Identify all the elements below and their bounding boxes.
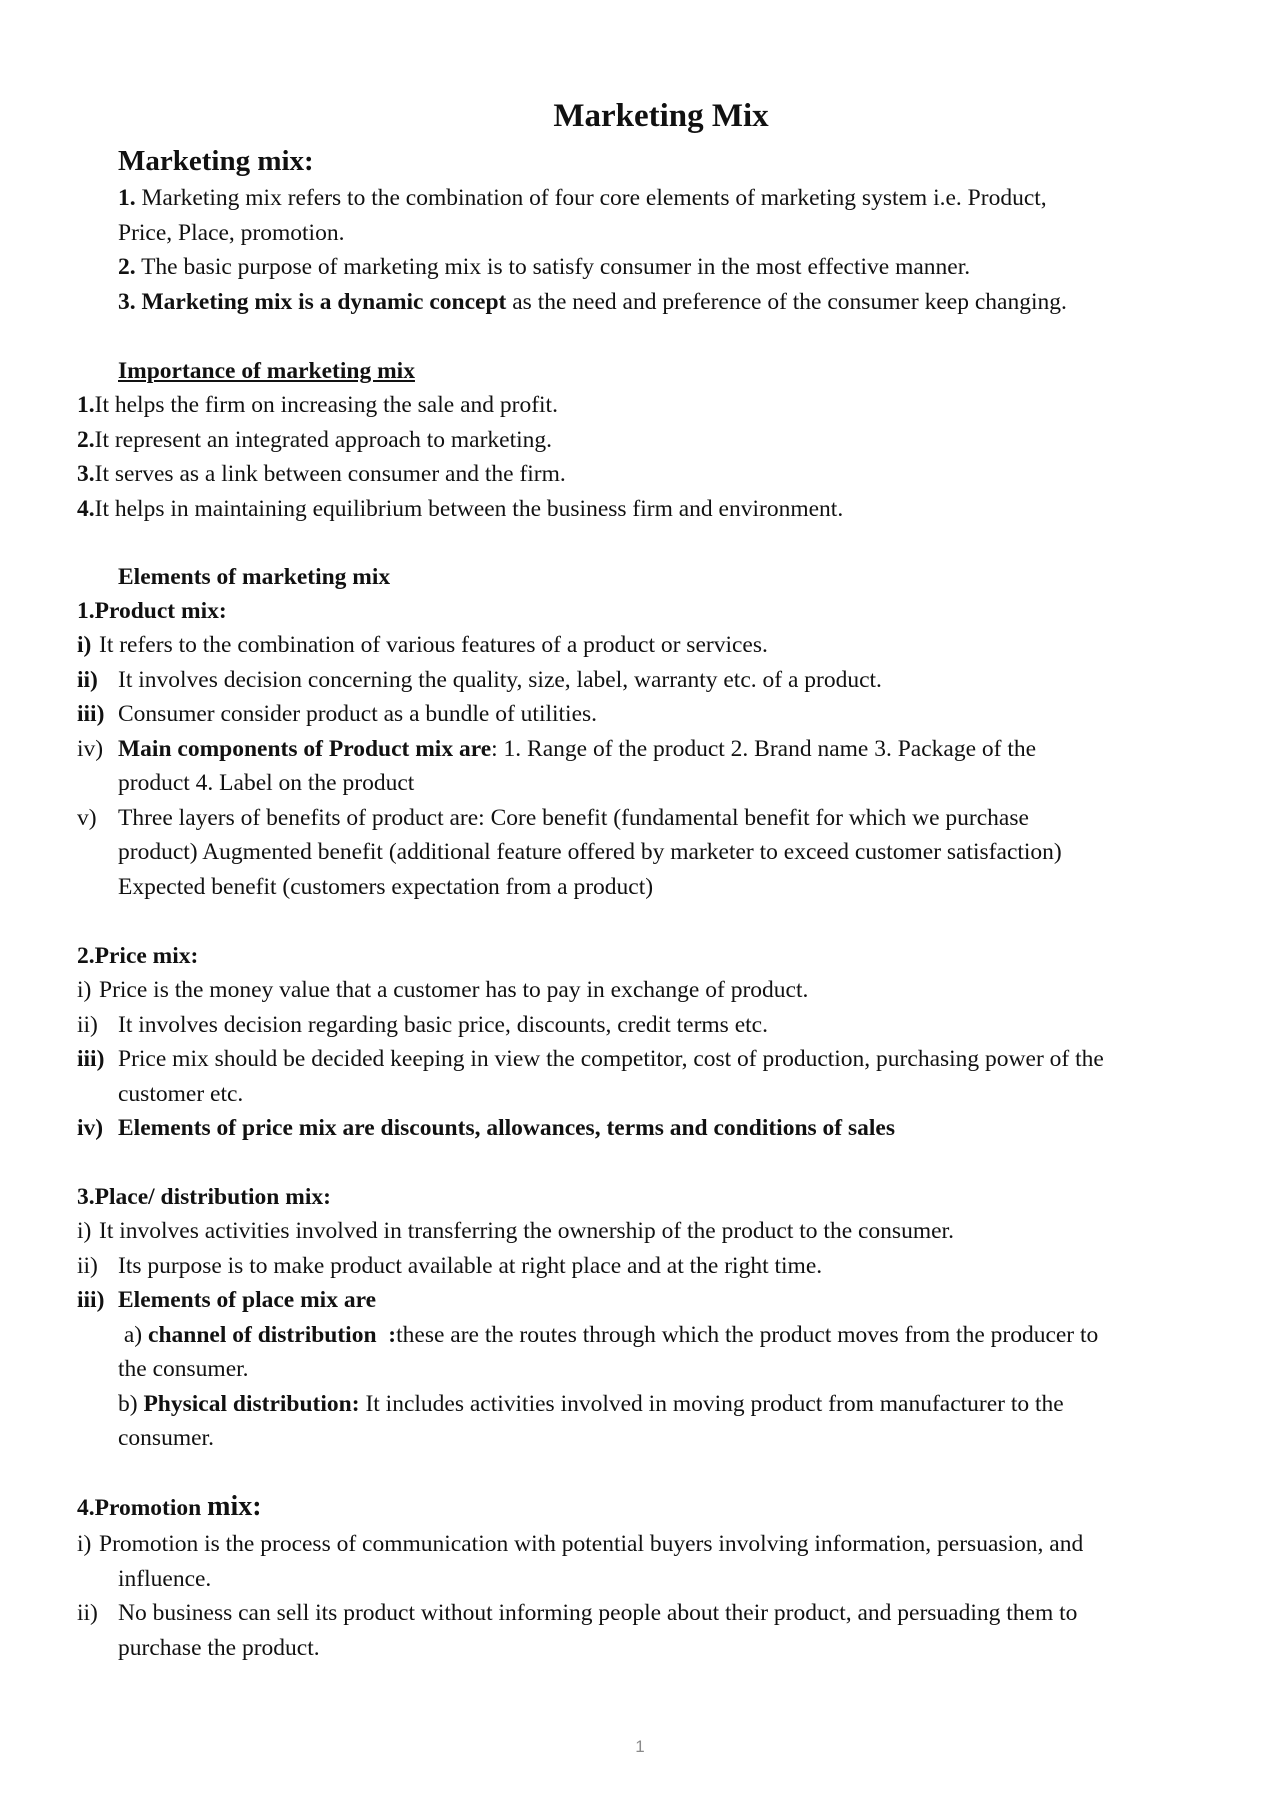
place-item-iii: iii) Elements of place mix are (77, 1287, 377, 1313)
promotion-mix-list (77, 1527, 1227, 1665)
product-item-iii: iii) Consumer consider product as a bundle of utilities. (77, 701, 598, 727)
intro-point-3: 3. Marketing mix is a dynamic concept as the need and preference of the consumer keep changing. (118, 288, 1067, 315)
place-mix-heading: 3.Place/ distribution mix: (77, 1184, 331, 1210)
page-number: 1 (635, 1737, 645, 1756)
place-mix-list (77, 1214, 1227, 1456)
importance-heading: Importance of marketing mix (118, 358, 415, 384)
price-item-iv: iv) Elements of price mix are discounts, allowances, terms and conditions of sales (77, 1115, 895, 1141)
place-item-i: i) It involves activities involved in transferring the ownership of the product to the consumer. (77, 1218, 954, 1244)
importance-item: 1.It helps the firm on increasing the sale and profit. (77, 392, 558, 418)
product-mix-list (77, 628, 1227, 904)
price-mix-heading: 2.Price mix: (77, 943, 199, 969)
place-item-ii: ii) Its purpose is to make product available at right place and at the right time. (77, 1252, 823, 1279)
promotion-item-i: i) Promotion is the process of communication with potential buyers involving information, persuasion, and influence. (77, 1531, 1084, 1592)
importance-list (77, 388, 1217, 526)
promotion-mix-heading: 4.Promotion mix: (77, 1491, 262, 1522)
importance-item: 4.It helps in maintaining equilibrium between the business firm and environment. (77, 495, 844, 522)
intro-block (118, 181, 1218, 319)
price-item-iii: iii) Price mix should be decided keeping in view the competitor, cost of production, purchasing power of the customer etc. (77, 1046, 1104, 1107)
place-item-a: a) channel of distribution :these are the routes through which the product moves from the producer to the consumer. (118, 1321, 1099, 1382)
place-item-b: b) Physical distribution: It includes activities involved in moving product from manufacturer to the consumer. (118, 1390, 1064, 1451)
price-item-ii: ii) It involves decision regarding basic price, discounts, credit terms etc. (77, 1011, 768, 1038)
product-item-iv: iv) Main components of Product mix are: 1. Range of the product 2. Brand name 3. Package of the product 4. Label on the product (77, 735, 1037, 796)
intro-point-1: 1. Marketing mix refers to the combination of four core elements of marketing system i.e. Product, (118, 185, 1047, 211)
promotion-item-ii: ii) No business can sell its product without informing people about their product, and persuading them to purchase the product. (77, 1600, 1078, 1661)
marketing-mix-heading: Marketing mix: (118, 145, 314, 177)
elements-heading: Elements of marketing mix (118, 564, 391, 590)
product-mix-heading: 1.Product mix: (77, 598, 227, 624)
intro-point-2: 2. The basic purpose of marketing mix is to satisfy consumer in the most effective manner. (118, 254, 971, 280)
importance-item: 2.It represent an integrated approach to marketing. (77, 426, 553, 453)
importance-item: 3.It serves as a link between consumer and the firm. (77, 461, 566, 487)
product-item-v: v) Three layers of benefits of product are: Core benefit (fundamental benefit for which we purchase product) Augmented benefit (additional feature offered by marketer to exceed customer satisfaction) Expected benefit (customers expectation from a product) (77, 804, 1062, 900)
intro-point-1-cont: Price, Place, promotion. (118, 219, 345, 246)
price-mix-list (77, 973, 1227, 1146)
product-item-i: i) It refers to the combination of various features of a product or services. (77, 632, 768, 658)
price-item-i: i) Price is the money value that a customer has to pay in exchange of product. (77, 977, 809, 1003)
product-item-ii: ii) It involves decision concerning the quality, size, label, warranty etc. of a product. (77, 666, 882, 693)
document-title: Marketing Mix (553, 98, 769, 134)
